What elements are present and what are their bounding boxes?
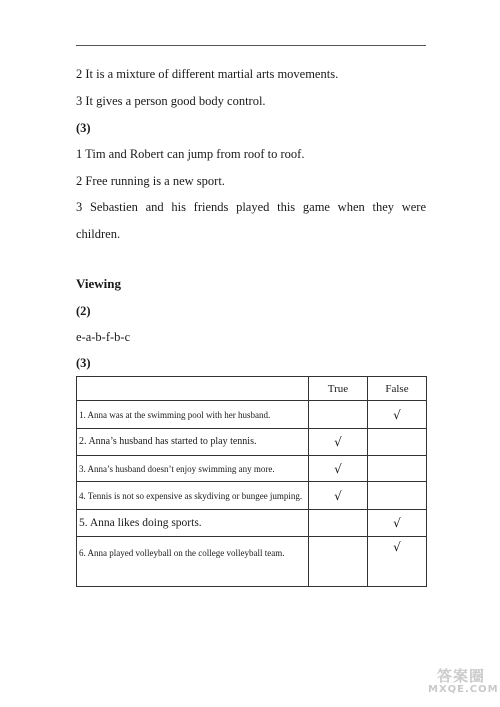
table-header-true: True: [309, 377, 368, 401]
table-statement: 3. Anna’s husband doesn’t enjoy swimming any more.: [77, 456, 309, 482]
answer-line-tim-robert: 1 Tim and Robert can jump from roof to roof.: [76, 147, 305, 161]
table-true-mark: √: [309, 456, 368, 482]
viewing-sequence: e-a-b-f-b-c: [76, 330, 131, 344]
watermark-logo: [428, 667, 499, 703]
table-row: [77, 537, 427, 587]
top-divider: [76, 45, 426, 46]
table-statement: 2. Anna’s husband has started to play tennis.: [77, 429, 309, 456]
viewing-heading: Viewing: [76, 276, 122, 291]
watermark-text-top: 答案圈: [436, 667, 485, 685]
table-true-mark: √: [309, 482, 368, 510]
table-statement: 5. Anna likes doing sports.: [77, 510, 309, 537]
table-false-mark: [368, 482, 427, 510]
table-false-mark: [368, 456, 427, 482]
section-label-3: (3): [76, 121, 91, 135]
table-header-false: False: [368, 377, 427, 401]
table-true-mark: [309, 510, 368, 537]
table-row: [77, 456, 427, 482]
table-statement: 6. Anna played volleyball on the college volleyball team.: [77, 537, 309, 587]
answer-line-2: 2 It is a mixture of different martial arts movements.: [76, 67, 339, 81]
table-header-blank: [77, 377, 309, 401]
table-false-mark: √: [368, 510, 427, 537]
answer-line-children: children.: [76, 227, 121, 241]
watermark-text-bottom: MXQE.COM: [428, 684, 499, 695]
true-false-table: [76, 376, 427, 587]
table-true-mark: [309, 537, 368, 587]
table-statement: 4. Tennis is not so expensive as skydiving or bungee jumping.: [77, 482, 309, 510]
table-row: [77, 482, 427, 510]
table-false-mark: √: [368, 401, 427, 429]
viewing-label-3: (3): [76, 356, 91, 370]
table-false-mark: √: [368, 537, 427, 587]
answer-line-3: 3 It gives a person good body control.: [76, 94, 266, 108]
answer-line-sebastien: 3 Sebastien and his friends played this game when they were: [76, 200, 426, 214]
table-false-mark: [368, 429, 427, 456]
table-statement: 1. Anna was at the swimming pool with her husband.: [77, 401, 309, 429]
table-row: [77, 510, 427, 537]
table-header-row: [77, 377, 427, 401]
table-row: [77, 429, 427, 456]
viewing-label-2: (2): [76, 304, 91, 318]
table-true-mark: [309, 401, 368, 429]
table-true-mark: √: [309, 429, 368, 456]
answer-line-free-running: 2 Free running is a new sport.: [76, 174, 225, 188]
table-row: [77, 401, 427, 429]
